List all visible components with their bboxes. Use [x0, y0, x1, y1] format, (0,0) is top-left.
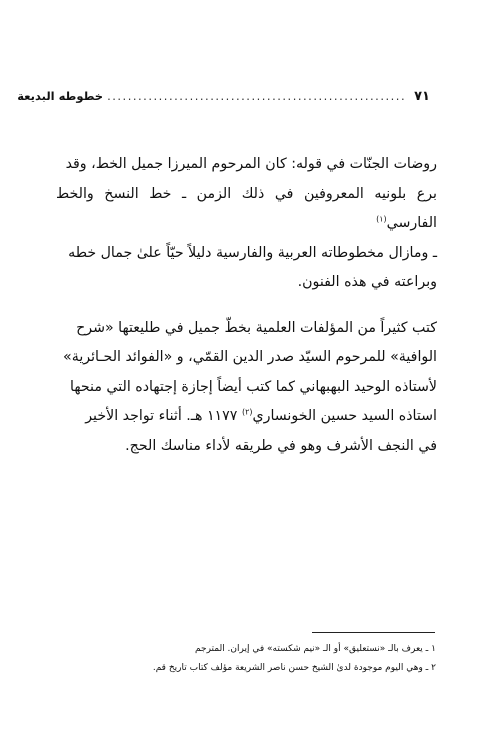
footnote-2: ٢ ـ وهي اليوم موجودة لدىٰ الشيخ حسن ناصر الشريعة مؤلف كتاب تاريخ قم.: [152, 663, 436, 673]
footnote-1: ١ ـ يعرف بالـ «نستعليق» أو الـ «نيم شكسته» في إيران. المترجم: [195, 644, 436, 654]
running-title: خطوطه البديعة: [17, 89, 104, 103]
footnote-separator: [312, 632, 435, 633]
text-line: الوافية» للمرحوم السيّد صدر الدين القمّي، و «الفوائد الحـائرية»: [63, 349, 437, 365]
page-header: [17, 86, 430, 106]
main-text: [56, 150, 437, 461]
text-line: كتب كثيراً من المؤلفات العلمية بخطّ جميل في طليعتها «شرح: [76, 319, 437, 336]
footnote-reference-1: (١): [376, 214, 387, 224]
header-leader-dots: ..........................................................: [107, 89, 407, 103]
text-line: ١١٧٧ هـ. أثناء تواجد الأخير: [85, 408, 242, 424]
footnote-reference-2: (٢): [241, 407, 253, 417]
text-line: روضات الجنّات في قوله: كان المرحوم الميرزا جميل الخط، وقد: [65, 156, 437, 172]
paragraph-1: [56, 150, 437, 298]
text-line: استاذه السيد حسين الخونساري: [252, 408, 437, 424]
text-line: ـ ومازال مخطوطاته العربية والفارسية دليلاً حيّاً علىٰ جمال خطه: [68, 244, 437, 261]
footnotes: [60, 640, 436, 678]
text-line: برع بلونيه المعروفين في ذلك الزمن ـ خط النسخ والخط الفارسي: [56, 185, 437, 231]
text-line: لأستاذه الوحيد البهبهاني كما كتب أيضاً إجازة إجتهاده التي منحها: [70, 378, 437, 395]
paragraph-2: [56, 314, 437, 462]
text-line: وبراعته في هذه الفنون.: [297, 274, 437, 290]
text-line: في النجف الأشرف وهو في طريقه لأداء مناسك الحج.: [125, 437, 437, 454]
page-number: ٧١: [414, 88, 430, 104]
